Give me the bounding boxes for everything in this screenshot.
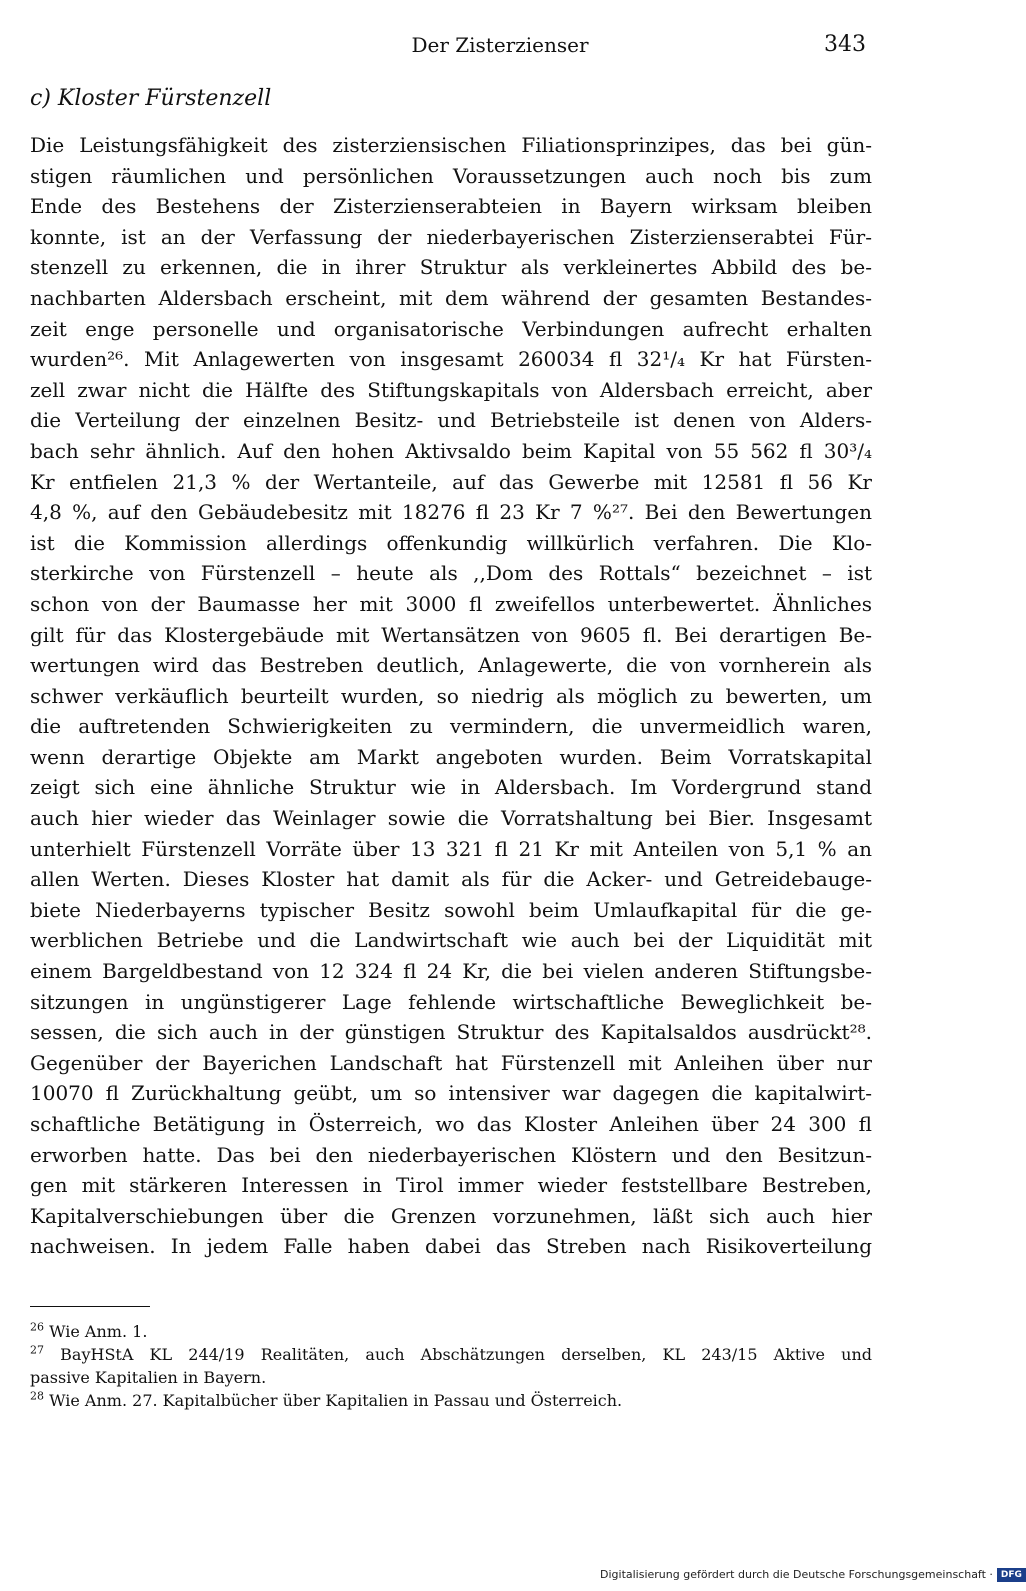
page-number: 343	[824, 32, 866, 57]
body-line: unterhielt Fürstenzell Vorräte über 13 321 fl 21 Kr mit Anteilen von 5,1 % an	[30, 836, 872, 861]
body-text	[30, 130, 872, 1262]
body-line: stenzell zu erkennen, die in ihrer Struktur als verkleinertes Abbild des be-	[30, 255, 872, 280]
body-line: Gegenüber der Bayerichen Landschaft hat Fürstenzell mit Anleihen über nur	[30, 1050, 872, 1075]
body-line: 4,8 %, auf den Gebäudebesitz mit 18276 fl 23 Kr 7 %²⁷. Bei den Bewertungen	[30, 500, 872, 525]
body-line: schon von der Baumasse her mit 3000 fl zweifellos unterbewertet. Ähnliches	[30, 591, 872, 616]
credit-text: Digitalisierung gefördert durch die Deutsche Forschungsgemeinschaft ·	[600, 1568, 993, 1581]
body-line: stigen räumlichen und persönlichen Voraussetzungen auch noch bis zum	[30, 163, 872, 188]
footnote-27-continued	[30, 1366, 872, 1389]
body-line: einem Bargeldbestand von 12 324 fl 24 Kr, die bei vielen anderen Stiftungsbe-	[30, 959, 872, 984]
body-line: sitzungen in ungünstigerer Lage fehlende wirtschaftliche Beweglichkeit be-	[30, 989, 872, 1014]
footnote-27	[30, 1343, 872, 1366]
body-line: wurden²⁶. Mit Anlagewerten von insgesamt 260034 fl 32¹/₄ Kr hat Fürsten-	[30, 347, 872, 372]
body-line: Ende des Bestehens der Zisterzienserabteien in Bayern wirksam bleiben	[30, 194, 872, 219]
footnote-text: Wie Anm. 27. Kapitalbücher über Kapitalien in Passau und Österreich.	[49, 1391, 623, 1410]
body-line: sessen, die sich auch in der günstigen Struktur des Kapitalsaldos ausdrückt²⁸.	[30, 1020, 872, 1045]
body-line: gen mit stärkeren Interessen in Tirol immer wieder feststellbare Bestreben,	[30, 1173, 872, 1198]
body-line: gilt für das Klostergebäude mit Wertansätzen von 9605 fl. Bei derartigen Be-	[30, 622, 872, 647]
footnote-text: Wie Anm. 1.	[49, 1322, 148, 1341]
body-line: sterkirche von Fürstenzell – heute als ,,Dom des Rottals“ bezeichnet – ist	[30, 561, 872, 586]
footnote-marker: 28	[30, 1389, 44, 1403]
footnote-text: passive Kapitalien in Bayern.	[30, 1368, 267, 1387]
body-line: biete Niederbayerns typischer Besitz sowohl beim Umlaufkapital für die ge-	[30, 897, 872, 922]
body-line: zeit enge personelle und organisatorische Verbindungen aufrecht erhalten	[30, 316, 872, 341]
body-line: konnte, ist an der Verfassung der niederbayerischen Zisterzienserabtei Für-	[30, 224, 872, 249]
body-line: allen Werten. Dieses Kloster hat damit als für die Acker- und Getreidebauge-	[30, 867, 872, 892]
body-line: Die Leistungsfähigkeit des zisterziensischen Filiationsprinzipes, das bei gün-	[30, 133, 872, 157]
body-line: zeigt sich eine ähnliche Struktur wie in Aldersbach. Im Vordergrund stand	[30, 775, 872, 800]
body-line: schwer verkäuflich beurteilt wurden, so niedrig als möglich zu bewerten, um	[30, 683, 872, 708]
footnote-text: BayHStA KL 244/19 Realitäten, auch Abschätzungen derselben, KL 243/15 Aktive und	[60, 1345, 872, 1364]
footnote-26	[30, 1320, 872, 1343]
body-line: auch hier wieder das Weinlager sowie die Vorratshaltung bei Bier. Insgesamt	[30, 806, 872, 831]
body-line: wenn derartige Objekte am Markt angeboten wurden. Beim Vorratskapital	[30, 744, 872, 769]
body-line: Kapitalverschiebungen über die Grenzen vorzunehmen, läßt sich auch hier	[30, 1203, 872, 1228]
body-line: ist die Kommission allerdings offenkundig willkürlich verfahren. Die Klo-	[30, 530, 872, 555]
footnote-28	[30, 1389, 872, 1412]
body-line: 10070 fl Zurückhaltung geübt, um so intensiver war dagegen die kapitalwirt-	[30, 1081, 872, 1106]
digitization-credit	[600, 1567, 1022, 1583]
body-line: erworben hatte. Das bei den niederbayerischen Klöstern und den Besitzun-	[30, 1142, 872, 1167]
running-title: Der Zisterzienser	[411, 33, 589, 57]
body-line: bach sehr ähnlich. Auf den hohen Aktivsaldo beim Kapital von 55 562 fl 30³/₄	[30, 438, 872, 463]
body-line: nachbarten Aldersbach erscheint, mit dem während der gesamten Bestandes-	[30, 285, 872, 310]
body-line: die auftretenden Schwierigkeiten zu vermindern, die unvermeidlich waren,	[30, 714, 872, 739]
section-heading: c) Kloster Fürstenzell	[30, 86, 272, 111]
body-line: Kr entfielen 21,3 % der Wertanteile, auf das Gewerbe mit 12581 fl 56 Kr	[30, 469, 872, 494]
body-line: wertungen wird das Bestreben deutlich, Anlagewerte, die von vornherein als	[30, 653, 872, 678]
footnotes	[30, 1320, 872, 1412]
body-line: schaftliche Betätigung in Österreich, wo das Kloster Anleihen über 24 300 fl	[30, 1112, 872, 1136]
footnote-divider	[30, 1306, 150, 1307]
body-line: nachweisen. In jedem Falle haben dabei das Streben nach Risikoverteilung	[30, 1234, 872, 1259]
dfg-logo: DFG	[997, 1568, 1026, 1582]
running-head	[0, 28, 1000, 62]
footnote-marker: 27	[30, 1343, 44, 1357]
body-line: zell zwar nicht die Hälfte des Stiftungskapitals von Aldersbach erreicht, aber	[30, 377, 872, 402]
body-line: die Verteilung der einzelnen Besitz- und Betriebsteile ist denen von Alders-	[30, 408, 872, 433]
body-line: werblichen Betriebe und die Landwirtschaft wie auch bei der Liquidität mit	[30, 928, 872, 953]
footnote-marker: 26	[30, 1320, 44, 1334]
